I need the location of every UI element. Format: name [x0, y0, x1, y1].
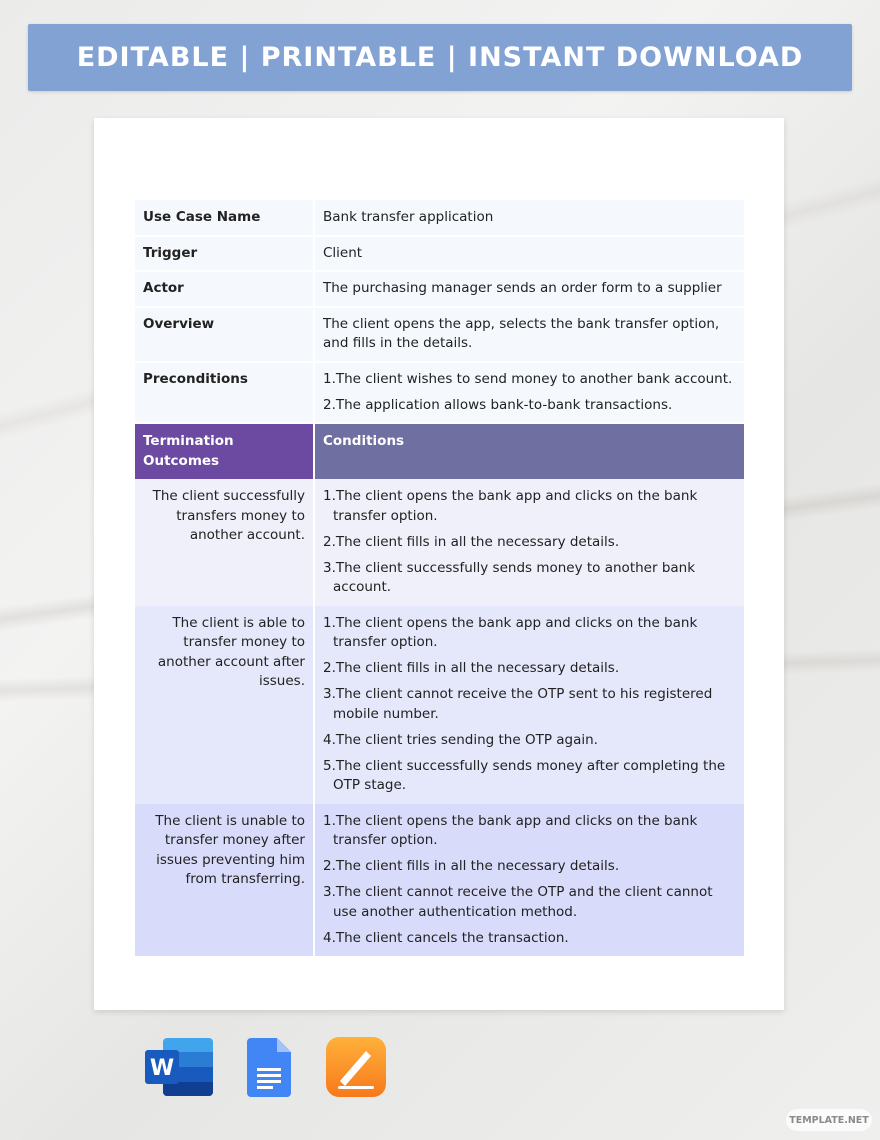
condition-item: 4.The client cancels the transaction.	[323, 929, 569, 946]
header-termination-outcomes: Termination Outcomes	[135, 423, 314, 479]
info-value-text: The purchasing manager sends an order form to a supplier	[323, 280, 722, 296]
condition-item: 2.The client fills in all the necessary details.	[323, 660, 620, 676]
precondition-item: 1.The client wishes to send money to another bank account.	[323, 370, 733, 387]
outcome-text: The client successfully transfers money to another account.	[135, 479, 314, 606]
condition-item: 3.The client successfully sends money to another bank account.	[323, 559, 696, 595]
info-value	[314, 236, 744, 272]
condition-item: 3.The client cannot receive the OTP sent to his registered mobile number.	[323, 686, 713, 722]
info-label: Trigger	[135, 236, 314, 272]
info-row-preconditions	[135, 362, 744, 424]
use-case-table	[135, 200, 744, 956]
outcome-row	[135, 606, 744, 804]
word-letter: W	[149, 1056, 175, 1081]
conditions-cell	[314, 804, 744, 957]
outcome-row	[135, 804, 744, 957]
condition-item: 1.The client opens the bank app and clicks on the bank transfer option.	[323, 614, 698, 650]
info-value-text: The client opens the app, selects the bank transfer option, and fills in the details.	[323, 315, 720, 351]
info-value-text: Client	[323, 244, 363, 261]
header-banner	[28, 24, 852, 91]
condition-item: 5.The client successfully sends money after completing the OTP stage.	[323, 757, 726, 793]
outcome-text: The client is able to transfer money to another account after issues.	[135, 606, 314, 804]
info-value	[314, 200, 744, 236]
template-watermark: TEMPLATE.NET	[786, 1109, 872, 1131]
info-row-actor	[135, 271, 744, 307]
condition-item: 4.The client tries sending the OTP again.	[323, 731, 598, 748]
condition-item: 3.The client cannot receive the OTP and the client cannot use another authentication method.	[323, 884, 713, 920]
header-conditions: Conditions	[314, 423, 744, 479]
outcomes-header-row	[135, 423, 744, 479]
condition-item: 1.The client opens the bank app and clicks on the bank transfer option.	[323, 812, 698, 848]
apple-pages-icon	[326, 1037, 386, 1097]
condition-item: 2.The client fills in all the necessary details.	[323, 858, 620, 874]
info-label: Preconditions	[135, 362, 314, 424]
banner-text: EDITABLE | PRINTABLE | INSTANT DOWNLOAD	[76, 42, 804, 73]
document-page	[94, 118, 784, 1010]
microsoft-word-icon	[145, 1038, 213, 1096]
info-row-overview	[135, 307, 744, 362]
outcome-row	[135, 479, 744, 606]
conditions-cell	[314, 606, 744, 804]
precondition-item: 2.The application allows bank-to-bank transactions.	[323, 396, 673, 413]
info-label: Overview	[135, 307, 314, 362]
conditions-cell	[314, 479, 744, 606]
info-value	[314, 307, 744, 362]
info-label: Actor	[135, 271, 314, 307]
info-row-use-case-name	[135, 200, 744, 236]
condition-item: 2.The client fills in all the necessary details.	[323, 533, 620, 550]
info-value-text: Bank transfer application	[323, 209, 494, 225]
info-label: Use Case Name	[135, 200, 314, 236]
condition-item: 1.The client opens the bank app and clicks on the bank transfer option.	[323, 488, 698, 524]
info-value	[314, 271, 744, 307]
info-row-trigger	[135, 236, 744, 272]
outcome-text: The client is unable to transfer money after issues preventing him from transferring.	[135, 804, 314, 957]
google-docs-icon	[247, 1038, 291, 1097]
info-value	[314, 362, 744, 424]
